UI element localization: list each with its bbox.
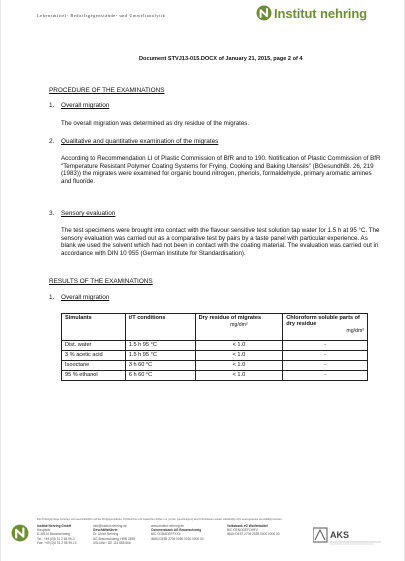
document-page [1,0,404,561]
table-row [62,361,368,371]
footer-fine-print: Die Prüfergebnisse beziehen sich ausschließlich auf die Prüfgegenstände. Prüfberichte und Gutachten dürfen nur mit der Genehmigung des Prüfinstitutes wieder vollständig nicht auszugsweise vervielfältigt werden. [37,518,283,521]
cell-conditions: 1.5 h 95 °C [125,341,195,351]
header-dry-residue-label: Dry residue of migrates [198,315,262,321]
header-conditions [125,314,195,341]
header-chloroform-unit: mg/dm² [346,328,364,334]
cell-dry-residue: < 1.0 [195,361,283,371]
footer-website: www.institut-nehring.de [151,524,184,528]
overall-migration-table [61,313,368,381]
cell-chloroform: - [283,361,368,371]
header-chloroform [283,314,368,341]
table-row [62,371,368,381]
footer-line: USt-IdNr.: DE 114 885 806 [93,540,131,545]
header-dry-residue [195,314,283,341]
cell-conditions: 1.5 h 95 °C [125,351,195,361]
cell-dry-residue: < 1.0 [195,371,283,381]
institut-nehring-logo [256,5,367,21]
item-title: Overall migration [61,294,110,301]
cell-dry-residue: < 1.0 [195,341,283,351]
cell-conditions: 3 h 60 °C [125,361,195,371]
table-header-row [62,314,368,341]
logo-text: Institut nehring [274,5,367,21]
overall-migration-text: The overall migration was determined as dry residue of the migrates. [61,120,250,127]
footer-line: IBAN DE57 2709 2555 0000 0000 00 [227,532,280,537]
qualitative-examination-text: According to Recommendation LI of Plastic Commission of BfR and to 190. Notification of Plastic Commission of BfR "Temperature Resistant Polymer Coating Systems for Frying, Cooking and Baking Utensils" (BGesundhBl. 26, 219 (1983)) the migrates were examined for organic bound nitrogen, phenols, formaldehyde, primary aromatic amines and fluoride. [61,155,381,185]
procedure-heading: PROCEDURE OF THE EXAMINATIONS [49,87,165,94]
results-heading: RESULTS OF THE EXAMINATIONS [49,278,153,285]
cell-chloroform: - [283,351,368,361]
item-number: 2. [49,138,55,145]
item-title: Overall migration [61,102,110,109]
table-row [62,351,368,361]
footer-line: IBAN DE85 2704 0080 0030 0000 00 [151,536,204,541]
footer-company-name: Institut Nehring GmbH [37,524,71,528]
cell-simulant: 3 % acetic acid [62,351,126,361]
footer-line: Dr. Ulrich Nehring [93,532,119,537]
cell-simulant: Dist. water [62,341,126,351]
footer-email: info@institut-nehring.de [93,524,127,528]
footer-line: BIC COBADEFFXXX [151,532,181,537]
item-number: 1. [49,294,55,301]
header-simulants-label: Simulants [65,315,92,321]
cell-simulant: 95 % ethanol [62,371,126,381]
footer-line: BIC GENODEF1WFV [227,528,258,533]
aks-accreditation-logo [313,525,383,547]
footer-line: Tel.: +49 (0)5 31 2 58 99-0 [37,536,75,541]
footer-management-column [93,524,135,545]
footer-nehring-logo-icon [11,524,29,542]
nehring-logo-icon [256,5,272,21]
footer-bank1-column [151,524,204,541]
page-footer [1,515,404,561]
footer-bank2-column [227,524,280,537]
footer-line: AG Braunschweig, HRB 2895 [93,536,135,541]
footer-line: Volksbank eG Wolfenbüttel [227,524,268,528]
document-reference: Document STVJ13-015.DOCX of January 21, 2015, page 2 of 4 [139,56,303,62]
footer-line: Commerzbank AG Braunschweig [151,528,202,533]
cell-chloroform: - [283,341,368,351]
header-simulants [62,314,126,341]
footer-line: Fax: +49 (0)5 31 2 58 99-10 [37,540,77,545]
item-title: Sensory evaluation [61,210,116,217]
item-number: 3. [49,210,55,217]
lab-subtitle: Lebensmittel- Bedarfsgegenstände- und Umweltanalytik [37,13,166,18]
table-row [62,341,368,351]
cell-dry-residue: < 1.0 [195,351,283,361]
item-title: Qualitative and quantitative examination of the migrates [61,138,219,145]
footer-line: Geschäftsführer [93,528,118,533]
item-number: 1. [49,102,55,109]
footer-line: D-38110 Braunschweig [37,532,70,537]
header-conditions-label: t/T conditions [128,315,166,321]
header-chloroform-label: Chloroform soluble parts of dry residue [286,315,360,327]
cell-conditions: 6 h 60 °C [125,371,195,381]
sensory-evaluation-text: The test specimens were brought into contact with the flavour sensitive test solution tap water for 1.5 h at 95 °C. The sensory evaluation was carried out as a comparative test by pairs by a taste panel with particular experience. As blank we used the solvent which had not been in contact with the coating material. The evaluation was carried out in accordance with DIN 10 955 (German Institute for Standardisation). [61,227,380,257]
footer-company-column [37,524,77,545]
aks-text: AKS [330,530,350,540]
footer-line: Hauptsitz [37,528,51,533]
cell-chloroform: - [283,371,368,381]
header-dry-residue-unit: mg/dm² [230,322,248,328]
cell-simulant: Isooctane [62,361,126,371]
